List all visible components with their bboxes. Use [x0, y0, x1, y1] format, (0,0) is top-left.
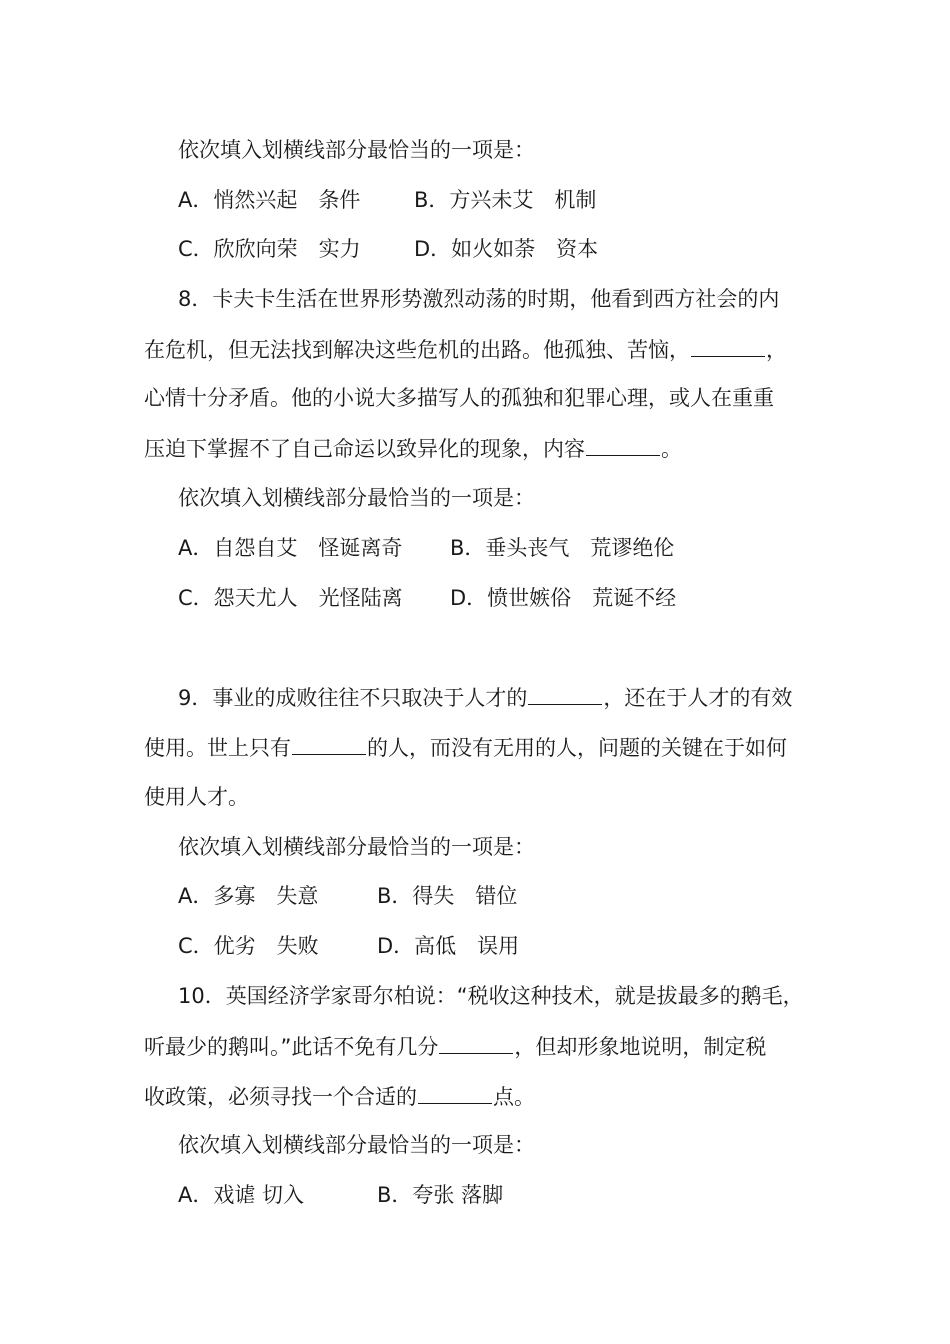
q8-option-a: A．自怨自艾 怪诞离奇 — [178, 536, 403, 560]
q9-line-2-end: 的人，而没有无用的人，问题的关键在于如何 — [367, 736, 787, 760]
q8-line-2 — [144, 334, 804, 364]
q8-line-4-end: 。 — [661, 437, 682, 461]
q9-option-c: C．优劣 失败 — [178, 934, 319, 958]
q10-line-3-text: 收政策，必须寻找一个合适的 — [144, 1085, 417, 1109]
q10-line-3-end: 点。 — [493, 1085, 535, 1109]
q9-options-row-1 — [178, 881, 838, 911]
q10-options-row-1 — [178, 1180, 838, 1210]
q10-option-b: B．夸张 落脚 — [377, 1183, 504, 1207]
q10-prompt: 依次填入划横线部分最恰当的一项是： — [178, 1133, 535, 1157]
q9-prompt: 依次填入划横线部分最恰当的一项是： — [178, 835, 535, 859]
q9-options-row-2 — [178, 931, 838, 961]
q8-option-d: D．愤世嫉俗 荒诞不经 — [450, 586, 677, 610]
q10-line-2-end: ，但却形象地说明，制定税 — [514, 1035, 767, 1059]
q8-line-2-end: ， — [766, 338, 787, 362]
q8-line-2-text: 在危机，但无法找到解决这些危机的出路。他孤独、苦恼， — [144, 338, 690, 362]
q9-option-a: A．多寡 失意 — [178, 884, 319, 908]
q10-line-1: 10．英国经济学家哥尔柏说：“税收这种技术，就是拔最多的鹅毛， — [178, 984, 804, 1008]
q8-prompt: 依次填入划横线部分最恰当的一项是： — [178, 486, 535, 510]
q8-line-3: 心情十分矛盾。他的小说大多描写人的孤独和犯罪心理，或人在重重 — [144, 386, 774, 410]
q9-option-d: D．高低 误用 — [377, 934, 520, 958]
q10-option-a: A．戏谑 切入 — [178, 1183, 305, 1207]
q9-blank-2 — [292, 732, 366, 755]
q9-option-b: B．得失 错位 — [377, 884, 518, 908]
q8-option-b: B．垂头丧气 荒谬绝伦 — [450, 536, 675, 560]
q7-option-a: A．悄然兴起 条件 — [178, 188, 361, 212]
q10-line-2 — [144, 1031, 804, 1061]
q9-line-3: 使用人才。 — [144, 785, 249, 809]
q9-line-2-text: 使用。世上只有 — [144, 736, 291, 760]
q7-options-row-2 — [178, 234, 838, 264]
q7-prompt: 依次填入划横线部分最恰当的一项是： — [178, 138, 535, 162]
q8-blank-1 — [691, 334, 765, 357]
q9-blank-1 — [528, 682, 602, 705]
q10-blank-1 — [439, 1031, 513, 1054]
q10-line-2-text: 听最少的鹅叫。”此话不免有几分 — [144, 1035, 439, 1059]
q7-option-c: C．欣欣向荣 实力 — [178, 237, 361, 261]
q8-options-row-2 — [178, 583, 838, 613]
q8-options-row-1 — [178, 533, 838, 563]
q9-line-2 — [144, 732, 804, 762]
q8-line-1: 8．卡夫卡生活在世界形势激烈动荡的时期，他看到西方社会的内 — [178, 287, 780, 311]
q10-blank-2 — [418, 1081, 492, 1104]
q8-line-4-text: 压迫下掌握不了自己命运以致异化的现象，内容 — [144, 437, 585, 461]
q8-line-4 — [144, 433, 804, 463]
q9-line-1-end: ，还在于人才的有效 — [603, 686, 793, 710]
q8-blank-2 — [586, 433, 660, 456]
q8-option-c: C．怨天尤人 光怪陆离 — [178, 586, 403, 610]
q10-line-3 — [144, 1081, 804, 1111]
q9-line-1-text: 9．事业的成败往往不只取决于人才的 — [178, 686, 528, 710]
q7-options-row-1 — [178, 185, 838, 215]
q9-line-1 — [178, 682, 838, 712]
q7-option-d: D．如火如荼 资本 — [414, 237, 599, 261]
q7-option-b: B．方兴未艾 机制 — [414, 188, 597, 212]
